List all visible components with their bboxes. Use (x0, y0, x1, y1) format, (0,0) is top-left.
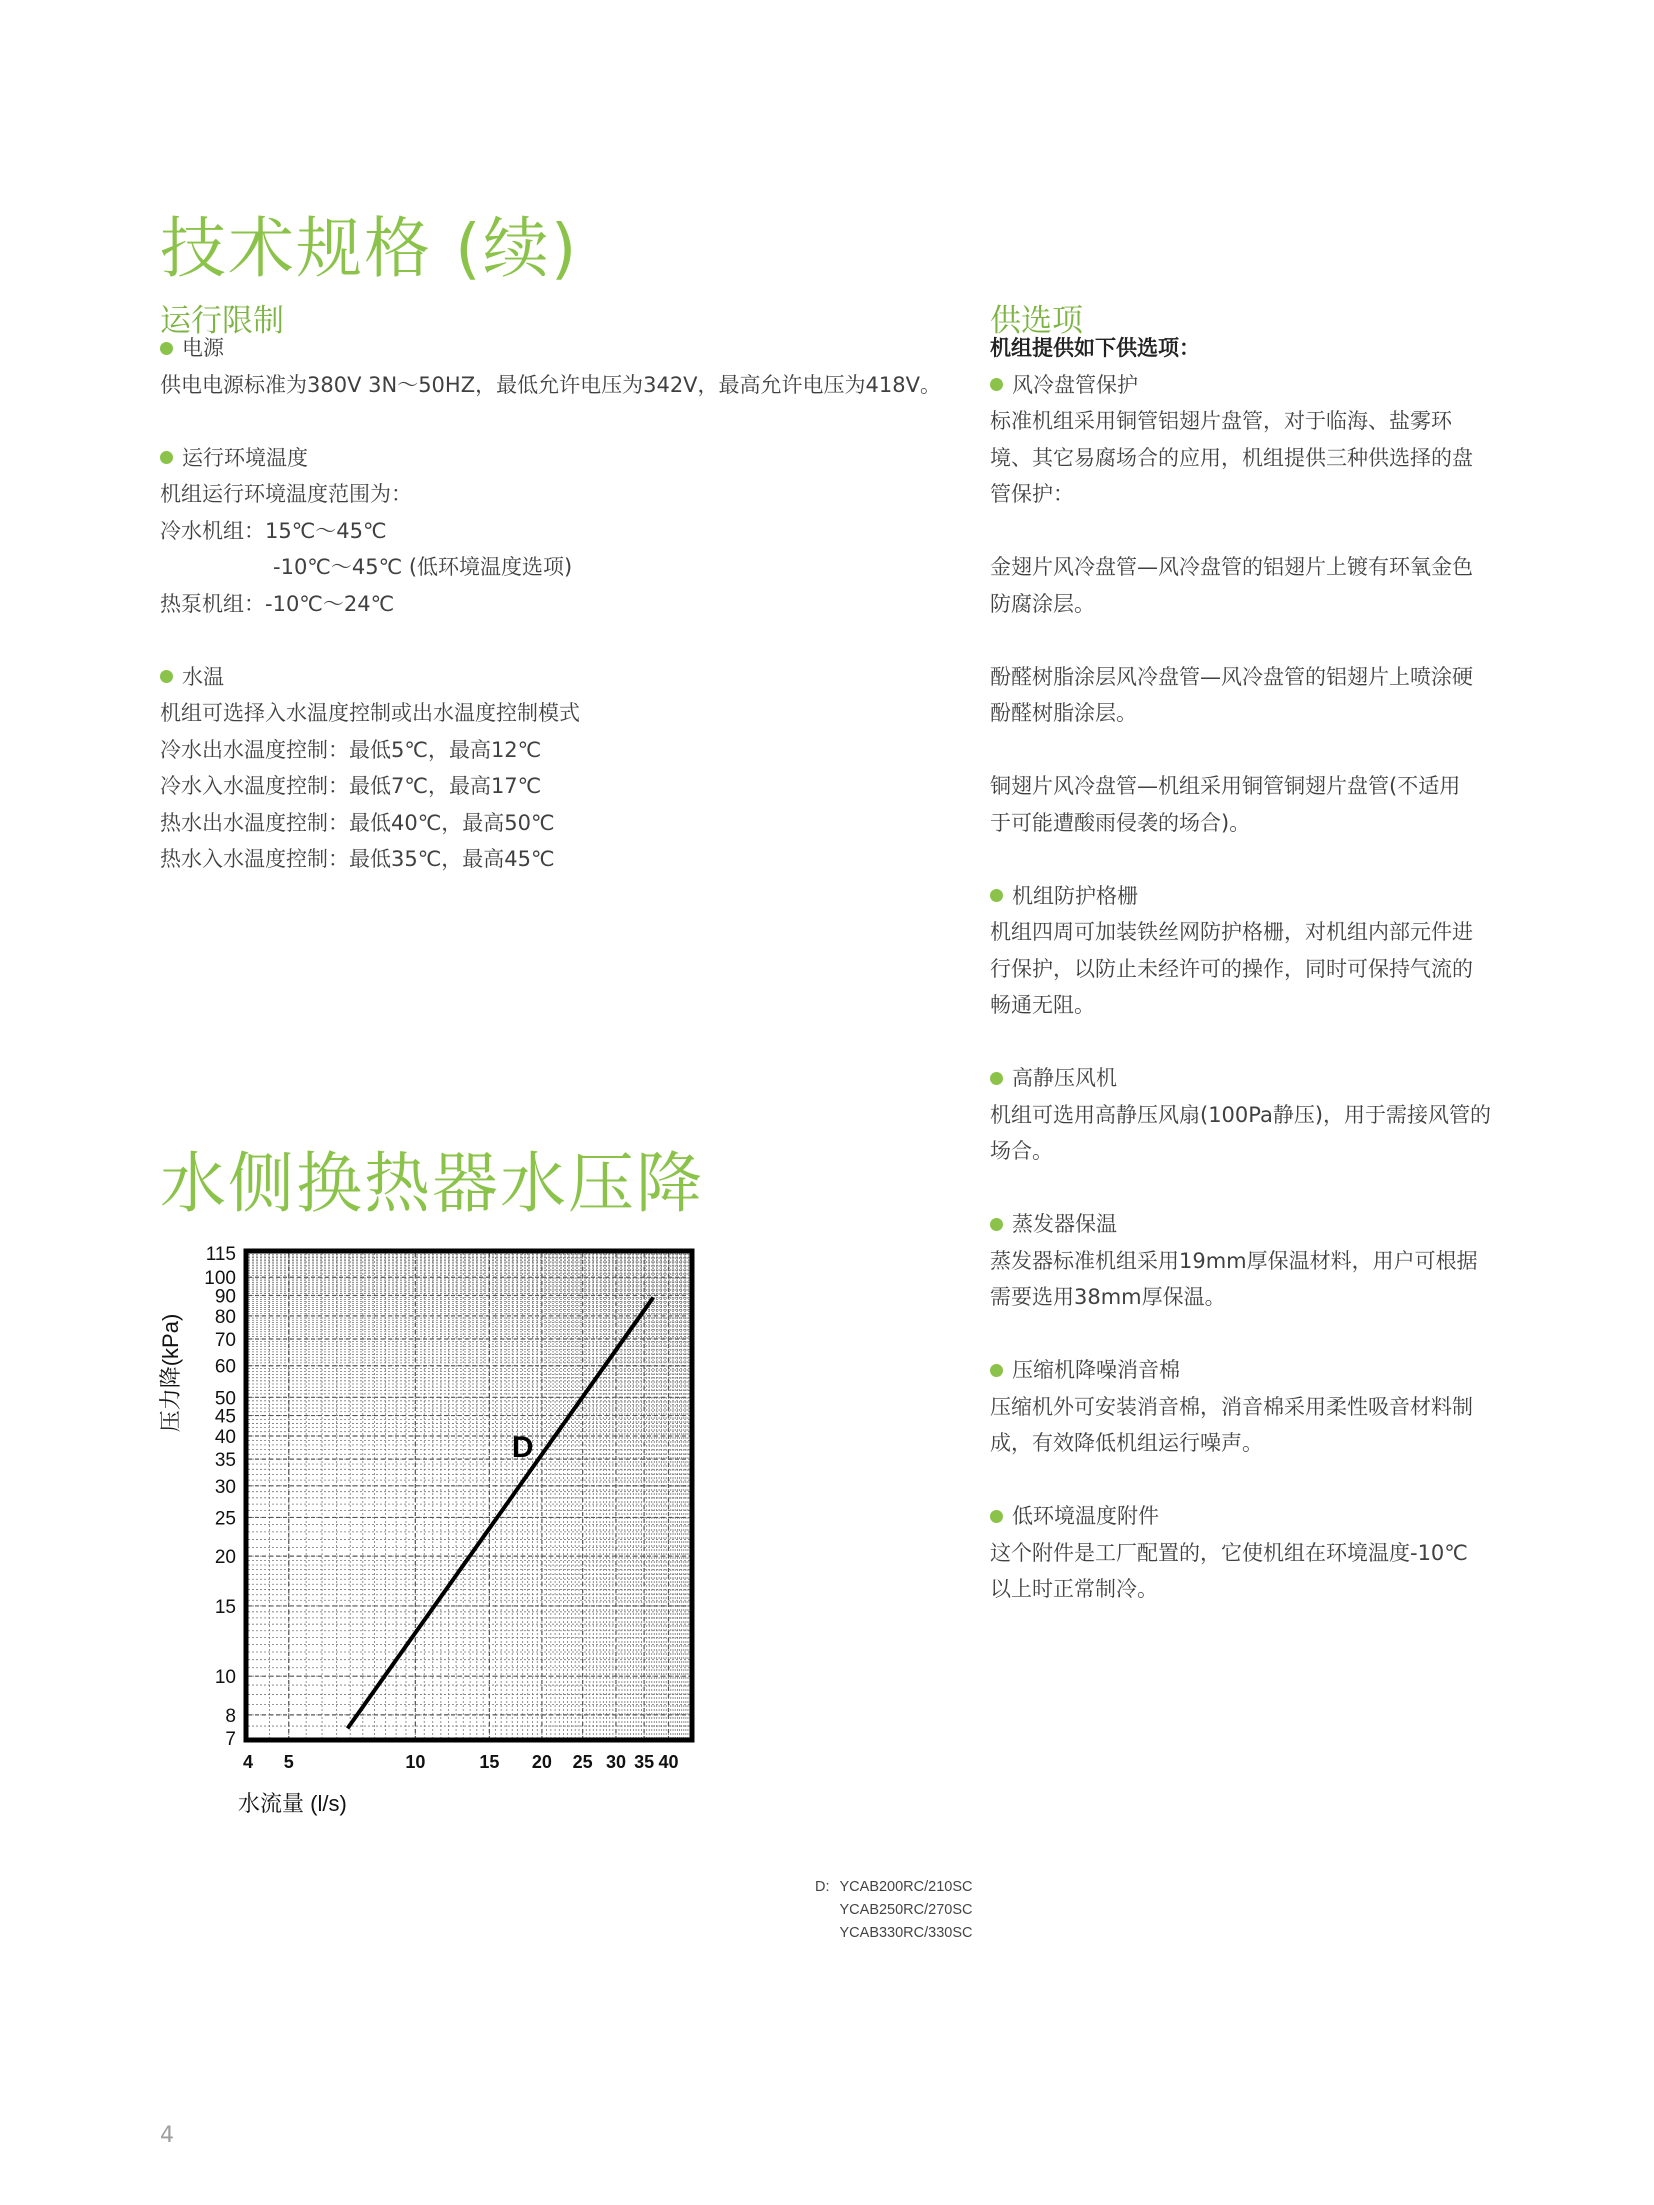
text-line: 金翅片风冷盘管—风冷盘管的铝翅片上镀有环氧金色 (990, 555, 1473, 579)
bullet-dot-icon (990, 889, 1003, 902)
text-line: 供电电源标准为380V 3N～50HZ，最低允许电压为342V，最高允许电压为418V。 (160, 372, 941, 397)
bullet-heading-text: 机组防护格栅 (1012, 883, 1138, 908)
legend-entry: YCAB330RC/330SC (839, 1925, 973, 1941)
options-content (990, 330, 1530, 1608)
text-line: 冷水出水温度控制：最低5℃，最高12℃ (160, 737, 542, 762)
page-number: 4 (160, 2123, 174, 2148)
bullet-heading (160, 330, 980, 367)
bullet-heading (990, 1060, 1530, 1097)
text-line: 管保护： (990, 482, 1074, 506)
text-line: -10℃～45℃ (低环境温度选项) (273, 555, 573, 579)
text-line: 防腐涂层。 (990, 591, 1095, 616)
options-intro: 机组提供如下供选项： (990, 336, 1200, 360)
y-tick-label: 50 (214, 1388, 236, 1410)
bullet-dot-icon (160, 451, 173, 464)
bullet-heading-text: 风冷盘管保护 (1012, 372, 1138, 397)
text-line: 蒸发器标准机组采用19mm厚保温材料，用户可根据 (990, 1248, 1478, 1273)
chart-minor-grid (248, 1253, 690, 1738)
x-tick-labels (243, 1752, 679, 1772)
x-tick-label: 5 (283, 1752, 294, 1772)
bullet-heading (160, 659, 980, 696)
y-tick-label: 7 (225, 1729, 236, 1750)
legend-entry: YCAB200RC/210SC (839, 1879, 973, 1895)
legend-label: D: (815, 1879, 830, 1895)
text-line: 以上时正常制冷。 (990, 1577, 1158, 1601)
section-title-options: 供选项 (990, 303, 1083, 339)
text-line: 热水入水温度控制：最低35℃，最高45℃ (160, 847, 555, 871)
bullet-heading (160, 440, 980, 477)
operating-limits-content (160, 330, 980, 878)
chart-legend (815, 1876, 973, 1945)
text-line: 压缩机外可安装消音棉，消音棉采用柔性吸音材料制 (990, 1394, 1473, 1419)
text-line: 热水出水温度控制：最低40℃，最高50℃ (160, 810, 555, 835)
series-line-D (348, 1297, 654, 1728)
text-line: 机组四周可加装铁丝网防护格栅，对机组内部元件进 (990, 920, 1473, 944)
bullet-heading (990, 1352, 1530, 1389)
x-tick-label: 10 (405, 1752, 426, 1772)
y-tick-label: 80 (214, 1306, 236, 1328)
bullet-dot-icon (990, 378, 1003, 391)
text-line: 需要选用38mm厚保温。 (990, 1285, 1226, 1309)
bullet-dot-icon (160, 342, 173, 355)
x-tick-label: 30 (605, 1752, 626, 1772)
pressure-drop-chart (140, 1240, 800, 2030)
text-line: 冷水机组：15℃～45℃ (160, 518, 387, 543)
x-axis-label: 水流量 (l/s) (238, 1791, 347, 1816)
bullet-heading-text: 水温 (182, 664, 224, 689)
y-tick-label: 40 (214, 1426, 236, 1448)
bullet-heading (990, 878, 1530, 915)
bullet-heading-text: 低环境温度附件 (1012, 1504, 1159, 1528)
y-tick-label: 45 (214, 1406, 236, 1428)
x-tick-label: 15 (479, 1752, 500, 1772)
bullet-heading-text: 运行环境温度 (182, 445, 308, 470)
bullet-dot-icon (990, 1072, 1003, 1085)
chart-major-grid (248, 1253, 690, 1738)
bullet-heading-text: 蒸发器保温 (1012, 1212, 1117, 1236)
text-line: 这个附件是工厂配置的，它使机组在环境温度-10℃ (990, 1540, 1468, 1565)
text-line: 标准机组采用铜管铝翅片盘管，对于临海、盐雾环 (990, 409, 1452, 433)
paragraph-spacer (990, 622, 1530, 659)
x-tick-label: 25 (572, 1752, 593, 1772)
y-tick-label: 70 (214, 1330, 236, 1352)
bullet-heading (990, 367, 1530, 404)
bullet-heading (990, 1498, 1530, 1535)
y-tick-label: 20 (214, 1547, 236, 1569)
y-tick-label: 8 (225, 1705, 236, 1727)
y-tick-label: 15 (214, 1596, 236, 1618)
chart-section-title: 水侧换热器水压降 (160, 1145, 704, 1222)
series-annotation: D (511, 1431, 534, 1465)
x-tick-label: 40 (658, 1752, 679, 1772)
x-tick-label: 4 (242, 1752, 254, 1772)
text-line: 冷水入水温度控制：最低7℃，最高17℃ (160, 774, 542, 798)
text-line: 机组运行环境温度范围为： (160, 482, 412, 506)
text-line: 机组可选择入水温度控制或出水温度控制模式 (160, 701, 580, 725)
bullet-heading-text: 电源 (182, 336, 224, 360)
y-tick-label: 60 (214, 1356, 236, 1378)
bullet-dot-icon (160, 670, 173, 683)
section-title-operating-limits: 运行限制 (160, 303, 284, 339)
paragraph-spacer (990, 732, 1530, 769)
text-line: 成，有效降低机组运行噪声。 (990, 1431, 1263, 1455)
bullet-dot-icon (990, 1218, 1003, 1231)
bullet-heading (990, 1206, 1530, 1243)
text-line: 畅通无阻。 (990, 993, 1095, 1017)
page-title: 技术规格 (续) (160, 210, 579, 287)
y-tick-label: 115 (205, 1244, 236, 1265)
text-line: 酚醛树脂涂层风冷盘管—风冷盘管的铝翅片上喷涂硬 (990, 664, 1473, 689)
legend-entry: YCAB250RC/270SC (839, 1902, 973, 1918)
text-line: 酚醛树脂涂层。 (990, 701, 1137, 725)
text-line: 机组可选用高静压风扇(100Pa静压)，用于需接风管的 (990, 1102, 1492, 1127)
bullet-dot-icon (990, 1364, 1003, 1377)
chart-series (348, 1297, 654, 1728)
paragraph-spacer (990, 513, 1530, 550)
y-tick-label: 10 (214, 1667, 236, 1689)
y-tick-labels (204, 1244, 236, 1750)
text-line: 铜翅片风冷盘管—机组采用铜管铜翅片盘管(不适用 (990, 774, 1461, 798)
text-line: 行保护，以防止未经许可的操作，同时可保持气流的 (990, 956, 1473, 981)
text-line: 热泵机组：-10℃～24℃ (160, 591, 395, 616)
x-tick-label: 20 (531, 1752, 552, 1772)
x-tick-label: 35 (634, 1752, 655, 1772)
y-axis-label: 压力降(kPa) (158, 1313, 183, 1433)
text-line: 场合。 (990, 1139, 1053, 1163)
y-tick-label: 30 (214, 1476, 236, 1498)
y-tick-label: 25 (214, 1508, 236, 1530)
text-line: 于可能遭酸雨侵袭的场合)。 (990, 810, 1251, 835)
bullet-heading-text: 压缩机降噪消音棉 (1012, 1358, 1180, 1382)
y-tick-label: 100 (204, 1268, 236, 1290)
y-tick-label: 35 (214, 1450, 236, 1472)
bullet-heading-text: 高静压风机 (1012, 1066, 1117, 1090)
y-tick-label: 90 (214, 1286, 236, 1308)
text-line: 境、其它易腐场合的应用，机组提供三种供选择的盘 (990, 445, 1473, 470)
bullet-dot-icon (990, 1510, 1003, 1523)
